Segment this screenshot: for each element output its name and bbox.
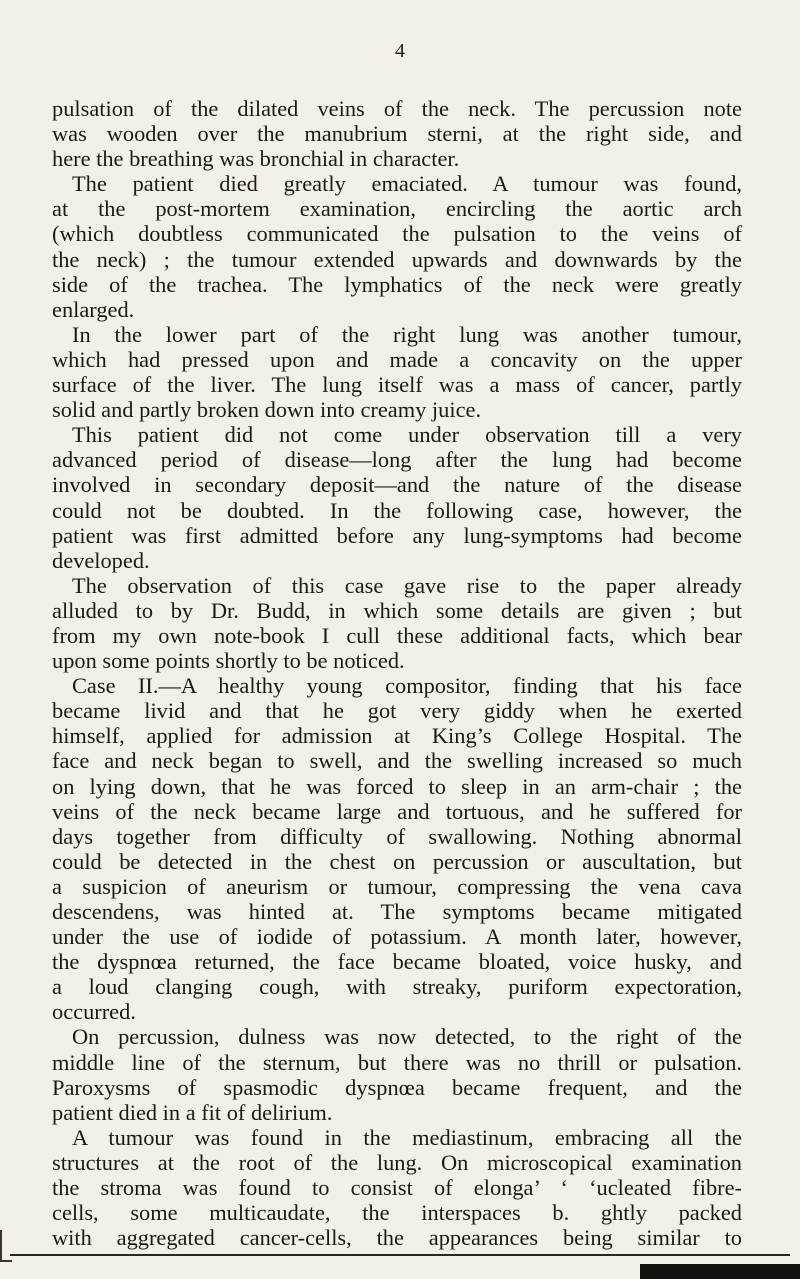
text-line: the neck) ; the tumour extended upwards and downwards by the xyxy=(52,246,742,272)
text-line: The observation of this case gave rise to the paper already xyxy=(72,572,742,598)
text-line: side of the trachea. The lymphatics of the neck were greatly xyxy=(52,271,742,297)
text-line: himself, applied for admission at King’s College Hospital. The xyxy=(52,723,742,749)
text-line: the stroma was found to consist of elonga’ ‘ ‘ucleated fibre- xyxy=(52,1175,742,1201)
text-line: a suspicion of aneurism or tumour, compressing the vena cava xyxy=(52,873,742,899)
text-line: pulsation of the dilated veins of the neck. The percussion note xyxy=(52,96,742,121)
text-line: with aggregated cancer-cells, the appearances being similar to xyxy=(52,1225,742,1251)
text-line: days together from difficulty of swallowing. Nothing abnormal xyxy=(52,823,742,849)
text-line: The patient died greatly emaciated. A tumour was found, xyxy=(72,171,742,197)
text-line: occurred. xyxy=(52,999,136,1025)
text-line: at the post-mortem examination, encircling the aortic arch xyxy=(52,196,742,222)
text-line: middle line of the sternum, but there was no thrill or pulsation. xyxy=(52,1049,742,1075)
text-line: In the lower part of the right lung was another tumour, xyxy=(72,321,742,347)
text-line: A tumour was found in the mediastinum, embracing all the xyxy=(72,1124,742,1150)
text-line: veins of the neck became large and tortuous, and he suffered for xyxy=(52,798,742,824)
text-line: enlarged. xyxy=(52,296,135,322)
text-line: upon some points shortly to be noticed. xyxy=(52,648,405,674)
text-line: patient died in a fit of delirium. xyxy=(52,1099,333,1125)
text-line: involved in secondary deposit—and the nature of the disease xyxy=(52,472,742,498)
text-line: could be detected in the chest on percussion or auscultation, but xyxy=(52,848,742,874)
text-line: the dyspnœa returned, the face became bloated, voice husky, and xyxy=(52,949,742,975)
text-line: here the breathing was bronchial in character. xyxy=(52,146,460,172)
bottom-rule xyxy=(10,1254,790,1256)
text-line: became livid and that he got very giddy when he exerted xyxy=(52,698,742,724)
text-line: developed. xyxy=(52,547,150,573)
text-line: face and neck began to swell, and the swelling increased so much xyxy=(52,748,742,774)
text-line: (which doubtless communicated the pulsation to the veins of xyxy=(52,221,742,247)
text-line: alluded to by Dr. Budd, in which some details are given ; but xyxy=(52,597,742,623)
text-line: This patient did not come under observation till a very xyxy=(72,422,742,448)
page-edge-mark xyxy=(0,1230,12,1262)
text-line: was wooden over the manubrium sterni, at the right side, and xyxy=(52,121,742,147)
text-line: could not be doubted. In the following case, however, the xyxy=(52,497,742,523)
bottom-scan-bar xyxy=(640,1264,800,1279)
text-line: which had pressed upon and made a concavity on the upper xyxy=(52,346,742,372)
text-line: Case II.—A healthy young compositor, finding that his face xyxy=(72,673,742,699)
text-line: a loud clanging cough, with streaky, puriform expectoration, xyxy=(52,974,742,1000)
text-line: descendens, was hinted at. The symptoms became mitigated xyxy=(52,899,742,924)
text-line: advanced period of disease—long after the lung had become xyxy=(52,447,742,473)
text-line: cells, some multicaudate, the interspaces b. ghtly packed xyxy=(52,1200,742,1226)
text-line: patient was first admitted before any lung-symptoms had become xyxy=(52,522,742,548)
text-line: under the use of iodide of potassium. A month later, however, xyxy=(52,924,742,950)
text-line: Paroxysms of spasmodic dyspnœa became frequent, and the xyxy=(52,1074,742,1100)
text-line: solid and partly broken down into creamy juice. xyxy=(52,397,482,423)
body-text xyxy=(52,96,742,1250)
text-line: from my own note-book I cull these additional facts, which bear xyxy=(52,622,742,648)
text-line: on lying down, that he was forced to sleep in an arm-chair ; the xyxy=(52,773,742,799)
text-line: On percussion, dulness was now detected, to the right of the xyxy=(72,1024,742,1050)
text-line: surface of the liver. The lung itself was a mass of cancer, partly xyxy=(52,372,742,398)
page-number: 4 xyxy=(395,40,405,62)
text-line: structures at the root of the lung. On microscopical examination xyxy=(52,1149,742,1175)
